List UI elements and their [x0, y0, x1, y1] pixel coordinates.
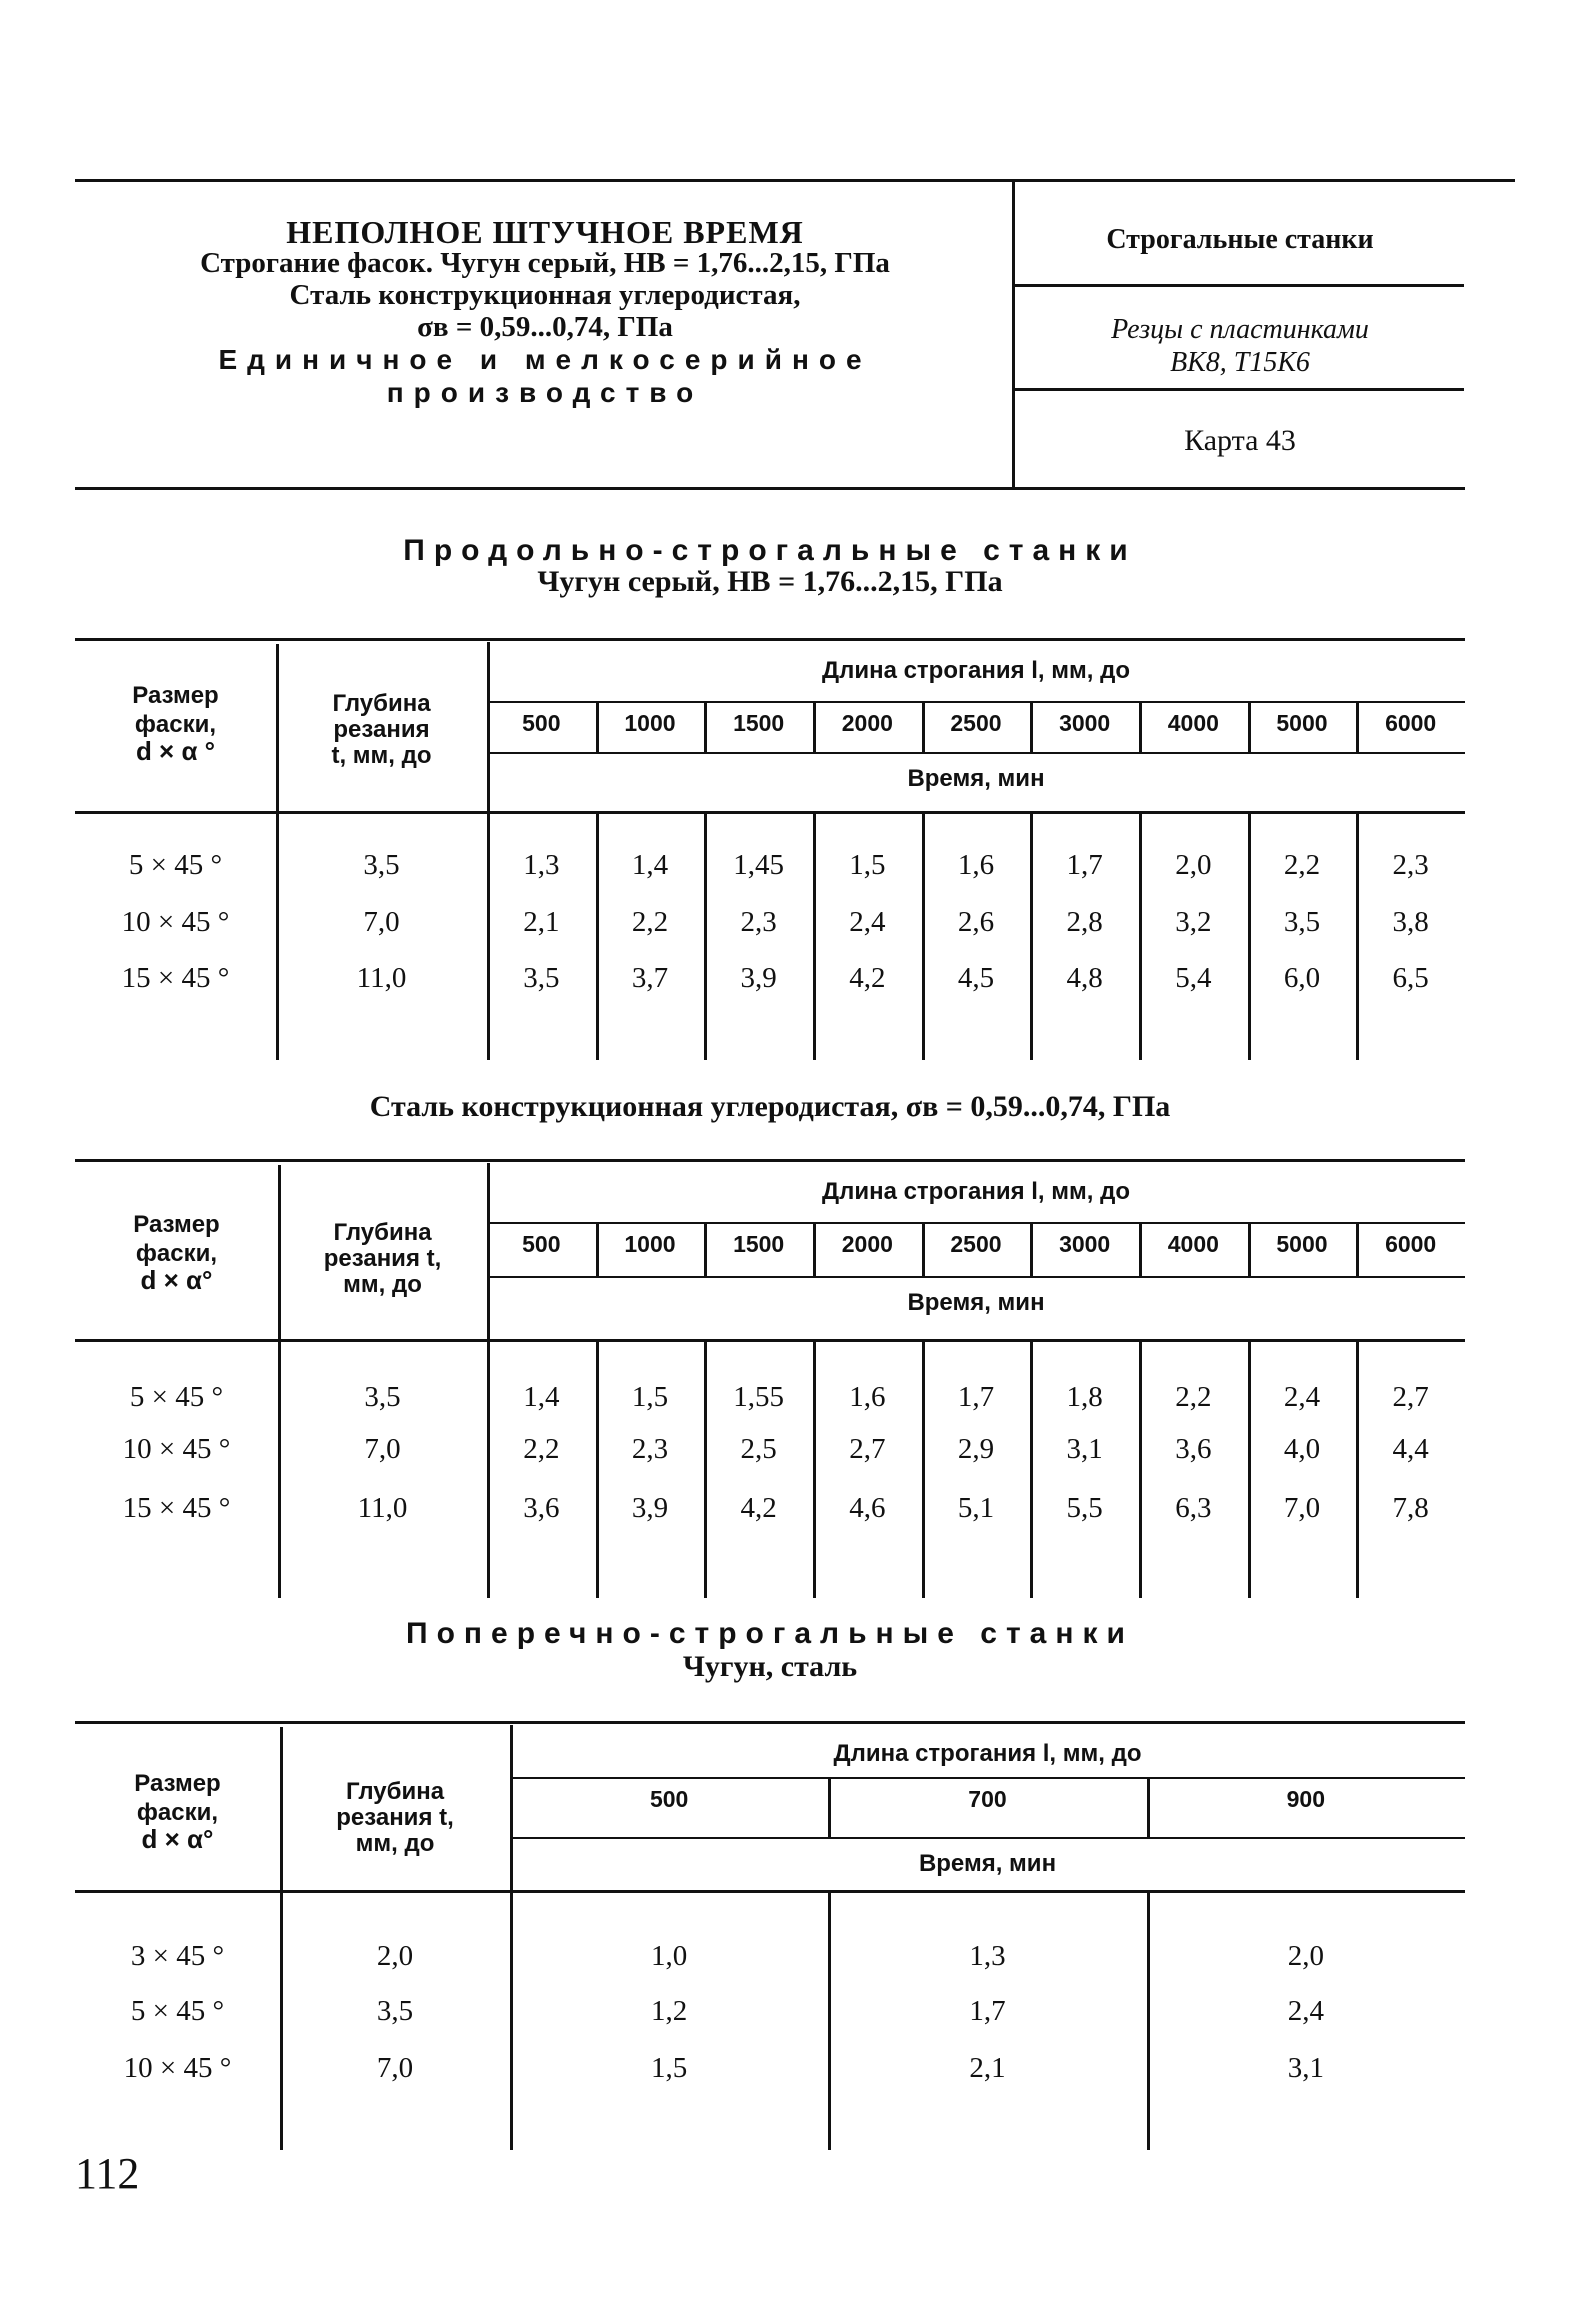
table-top-rule — [75, 1721, 1465, 1724]
time-value: 1,8 — [1066, 1381, 1103, 1413]
time-value: 1,45 — [733, 849, 785, 881]
cutting-depth: 11,0 — [357, 1492, 408, 1524]
time-value: 2,4 — [1287, 1995, 1324, 2027]
header-side-rule-1 — [1014, 284, 1464, 287]
time-header: Время, мин — [907, 1289, 1045, 1316]
time-value: 1,7 — [969, 1995, 1006, 2027]
length-header: Длина строгания l, мм, до — [833, 1740, 1142, 1767]
time-value: 7,0 — [1283, 1492, 1321, 1524]
chamfer-size: 15 × 45 ° — [121, 962, 230, 994]
time-header-rule — [510, 1837, 1465, 1839]
header-line-3: σв = 0,59...0,74, ГПа — [417, 311, 673, 343]
time-header-rule — [487, 1276, 1465, 1278]
time-value: 3,1 — [1287, 2052, 1324, 2084]
length-value: 5000 — [1276, 1231, 1328, 1257]
length-value: 500 — [649, 1786, 689, 1812]
cutting-depth: 2,0 — [376, 1940, 414, 1972]
time-value: 1,7 — [957, 1381, 995, 1413]
chamfer-size: 15 × 45 ° — [122, 1492, 231, 1524]
length-value: 500 — [522, 710, 561, 736]
time-value: 2,3 — [1392, 849, 1429, 881]
time-value: 5,5 — [1066, 1492, 1103, 1524]
length-value: 3000 — [1059, 710, 1111, 736]
table-header-bottom-rule — [75, 811, 1465, 814]
time-value: 4,6 — [849, 1492, 886, 1524]
production-line-b: производство — [386, 377, 704, 408]
time-header: Время, мин — [918, 1850, 1057, 1877]
table-header-bottom-rule — [75, 1339, 1465, 1342]
size-header: фаски, — [135, 1240, 218, 1267]
length-value: 4000 — [1167, 710, 1219, 736]
time-value: 2,1 — [969, 2052, 1006, 2084]
chamfer-size: 10 × 45 ° — [123, 2052, 232, 2084]
length-value: 2000 — [841, 710, 893, 736]
time-value: 3,1 — [1066, 1433, 1103, 1465]
depth-header: Глубина — [332, 690, 431, 717]
table-top-rule — [75, 1159, 1465, 1162]
time-value: 1,6 — [957, 849, 995, 881]
header-line-2: Сталь конструкционная углеродистая, — [289, 279, 801, 311]
depth-header: t, мм, до — [331, 742, 432, 769]
time-value: 2,4 — [849, 906, 886, 938]
time-value: 2,0 — [1175, 849, 1212, 881]
time-value: 3,6 — [523, 1492, 560, 1524]
length-value: 4000 — [1167, 1231, 1219, 1257]
header-side-rule-2 — [1014, 388, 1464, 391]
size-header: фаски, — [134, 711, 217, 738]
time-value: 2,4 — [1283, 1381, 1321, 1413]
cutting-depth: 3,5 — [364, 1381, 401, 1413]
time-value: 1,6 — [849, 1381, 886, 1413]
time-value: 5,4 — [1175, 962, 1212, 994]
time-value: 1,5 — [849, 849, 886, 881]
time-value: 3,5 — [523, 962, 560, 994]
time-value: 1,4 — [631, 849, 669, 881]
time-value: 1,5 — [631, 1381, 669, 1413]
time-value: 1,0 — [651, 1940, 688, 1972]
time-value: 6,0 — [1283, 962, 1321, 994]
length-value: 700 — [968, 1786, 1007, 1812]
time-value: 2,9 — [957, 1433, 995, 1465]
time-value: 2,1 — [523, 906, 560, 938]
length-header: Длина строгания l, мм, до — [821, 1178, 1131, 1205]
cutting-depth: 7,0 — [376, 2052, 414, 2084]
length-header-rule — [487, 1222, 1465, 1224]
time-value: 2,6 — [957, 906, 995, 938]
cutting-depth: 11,0 — [356, 962, 407, 994]
time-value: 2,7 — [849, 1433, 886, 1465]
length-value: 3000 — [1059, 1231, 1111, 1257]
depth-header: мм, до — [343, 1271, 422, 1298]
time-value: 4,5 — [957, 962, 995, 994]
cutting-depth: 3,5 — [376, 1995, 414, 2027]
table-top-rule — [75, 638, 1465, 641]
time-value: 1,7 — [1066, 849, 1103, 881]
length-header: Длина строгания l, мм, до — [821, 657, 1131, 684]
size-header: Размер — [134, 1770, 221, 1797]
size-header: Размер — [132, 682, 219, 709]
time-value: 4,4 — [1392, 1433, 1429, 1465]
time-value: 2,2 — [523, 1433, 560, 1465]
machine-type: Строгальные станки — [1106, 224, 1374, 255]
page-number: 112 — [75, 2149, 140, 2198]
size-header: d × α° — [141, 1824, 214, 1854]
time-value: 4,0 — [1283, 1433, 1321, 1465]
time-value: 6,3 — [1175, 1492, 1212, 1524]
value-column-divider — [1030, 1339, 1033, 1598]
time-value: 7,8 — [1392, 1492, 1429, 1524]
time-value: 1,3 — [523, 849, 560, 881]
tool-line-a: Резцы с пластинками — [1111, 314, 1369, 345]
size-header: d × α° — [140, 1265, 213, 1295]
value-column-divider — [1139, 1339, 1142, 1598]
chamfer-size: 3 × 45 ° — [130, 1940, 225, 1972]
time-value: 3,9 — [631, 1492, 669, 1524]
length-value: 2000 — [841, 1231, 893, 1257]
length-value: 6000 — [1385, 1231, 1437, 1257]
section-3-subtitle: Чугун, сталь — [682, 1650, 858, 1683]
time-value: 2,2 — [1283, 849, 1321, 881]
time-value: 4,2 — [849, 962, 886, 994]
time-value: 3,5 — [1283, 906, 1321, 938]
time-value: 1,5 — [651, 2052, 688, 2084]
cutting-depth: 3,5 — [363, 849, 400, 881]
time-value: 4,8 — [1066, 962, 1103, 994]
time-value: 3,7 — [631, 962, 669, 994]
time-value: 2,3 — [631, 1433, 669, 1465]
table-header-bottom-rule — [75, 1890, 1465, 1893]
value-column-divider — [596, 1339, 599, 1598]
length-value: 1500 — [733, 1231, 785, 1257]
time-value: 2,2 — [1175, 1381, 1212, 1413]
length-value: 1500 — [733, 710, 785, 736]
length-value: 5000 — [1276, 710, 1328, 736]
time-value: 1,55 — [733, 1381, 785, 1413]
length-value: 1000 — [624, 710, 676, 736]
time-value: 3,2 — [1175, 906, 1212, 938]
length-value: 500 — [522, 1231, 561, 1257]
depth-header: Глубина — [333, 1219, 432, 1246]
time-value: 2,5 — [740, 1433, 777, 1465]
length-header-rule — [487, 701, 1465, 703]
time-header: Время, мин — [907, 765, 1045, 792]
cutting-depth: 7,0 — [363, 906, 400, 938]
length-value: 6000 — [1385, 710, 1437, 736]
chamfer-size: 5 × 45 ° — [129, 1381, 224, 1413]
time-value: 3,9 — [740, 962, 777, 994]
time-value: 5,1 — [957, 1492, 995, 1524]
length-header-rule — [510, 1777, 1465, 1779]
depth-header: резания t, — [336, 1804, 454, 1831]
value-column-divider — [813, 1339, 816, 1598]
size-header: d × α ° — [135, 736, 216, 766]
chamfer-size: 5 × 45 ° — [130, 1995, 225, 2027]
size-header: фаски, — [136, 1799, 219, 1826]
card-number: Карта 43 — [1184, 424, 1296, 457]
time-value: 2,2 — [631, 906, 669, 938]
time-value: 2,7 — [1392, 1381, 1429, 1413]
depth-header: Глубина — [345, 1778, 445, 1805]
header-top-rule — [75, 179, 1515, 182]
time-value: 6,5 — [1392, 962, 1429, 994]
length-value: 2500 — [950, 710, 1002, 736]
depth-header: резания — [333, 716, 430, 743]
tool-line-b: ВК8, Т15К6 — [1170, 347, 1310, 378]
cutting-depth: 7,0 — [364, 1433, 401, 1465]
time-header-rule — [487, 752, 1465, 754]
depth-header: резания t, — [323, 1245, 442, 1272]
page-title: НЕПОЛНОЕ ШТУЧНОЕ ВРЕМЯ — [286, 214, 804, 250]
time-value: 1,3 — [969, 1940, 1006, 1972]
header-bottom-rule — [75, 487, 1465, 490]
value-column-divider — [1248, 1339, 1251, 1598]
time-value: 4,2 — [740, 1492, 777, 1524]
header-line-1: Строгание фасок. Чугун серый, НВ = 1,76...2,15, ГПа — [200, 247, 890, 279]
time-value: 1,2 — [651, 1995, 688, 2027]
chamfer-size: 10 × 45 ° — [122, 1433, 231, 1465]
section-2-subtitle: Сталь конструкционная углеродистая, σв = 0,59...0,74, ГПа — [369, 1090, 1171, 1123]
depth-header: мм, до — [355, 1830, 435, 1857]
time-value: 3,8 — [1392, 906, 1429, 938]
size-header: Размер — [133, 1211, 220, 1238]
value-column-divider — [1356, 1339, 1359, 1598]
time-value: 3,6 — [1175, 1433, 1212, 1465]
section-1-subtitle: Чугун серый, НВ = 1,76...2,15, ГПа — [537, 565, 1003, 598]
time-value: 1,4 — [523, 1381, 560, 1413]
time-value: 2,0 — [1287, 1940, 1324, 1972]
section-3-title: Поперечно-строгальные станки — [406, 1617, 1134, 1650]
production-line-a: Единичное и мелкосерийное — [218, 344, 872, 375]
length-value: 1000 — [624, 1231, 676, 1257]
section-1-title: Продольно-строгальные станки — [403, 534, 1137, 567]
value-column-divider — [704, 1339, 707, 1598]
time-value: 2,8 — [1066, 906, 1103, 938]
length-value: 2500 — [950, 1231, 1002, 1257]
time-value: 2,3 — [740, 906, 777, 938]
chamfer-size: 5 × 45 ° — [128, 849, 223, 881]
value-column-divider — [922, 1339, 925, 1598]
chamfer-size: 10 × 45 ° — [121, 906, 230, 938]
length-value: 900 — [1286, 1786, 1325, 1812]
